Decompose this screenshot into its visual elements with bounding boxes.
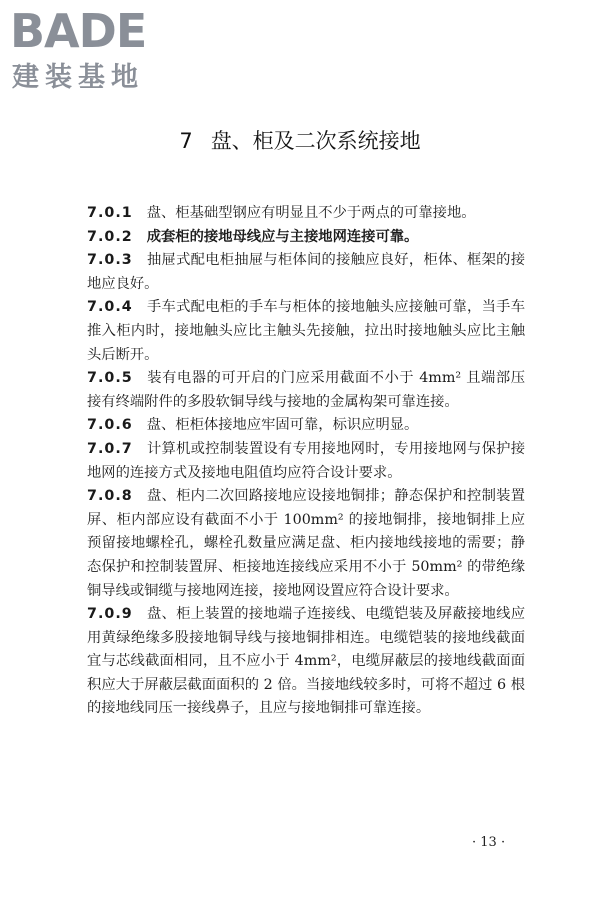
clause-number: 7.0.1 bbox=[87, 205, 133, 221]
clause-text: 手车式配电柜的手车与柜体的接地触头应接触可靠，当手车推入柜内时，接地触头应比主触头先接触，拉出时接地触头应比主触头后断开。 bbox=[87, 299, 525, 363]
clause-7-0-2 bbox=[87, 226, 525, 250]
clause-number: 7.0.9 bbox=[87, 606, 133, 623]
page-number: · 13 · bbox=[472, 835, 506, 850]
clause-text: 盘、柜上装置的接地端子连接线、电缆铠装及屏蔽接地线应用黄绿绝缘多股接地铜导线与接地铜排相连。电缆铠装的接地线截面宜与芯线截面相同，且不应小于 4mm²，电缆屏蔽层的接地线截面面积应大于屏蔽层截面面积的 2 倍。当接地线较多时，可将不超过 6 根的接地线同压一接线鼻子，且应与接地铜排可靠连接。 bbox=[87, 606, 525, 717]
clause-7-0-7 bbox=[87, 438, 525, 485]
clause-7-0-5 bbox=[87, 367, 525, 414]
chapter-title bbox=[0, 127, 600, 155]
clause-7-0-3 bbox=[87, 249, 525, 296]
clause-text: 盘、柜柜体接地应牢固可靠，标识应明显。 bbox=[146, 417, 419, 434]
clause-list bbox=[87, 202, 525, 721]
clause-7-0-6 bbox=[87, 414, 525, 438]
clause-text: 成套柜的接地母线应与主接地网连接可靠。 bbox=[146, 228, 419, 245]
clause-number: 7.0.3 bbox=[87, 252, 133, 269]
clause-number: 7.0.4 bbox=[87, 299, 133, 316]
clause-text: 盘、柜基础型钢应有明显且不少于两点的可靠接地。 bbox=[146, 205, 476, 221]
clause-7-0-9 bbox=[87, 603, 525, 721]
clause-text: 装有电器的可开启的门应采用截面不小于 4mm² 且端部压接有终端附件的多股软铜导线与接地的金属构架可靠连接。 bbox=[87, 370, 525, 410]
clause-number: 7.0.7 bbox=[87, 440, 133, 457]
logo-brand-text: BADE bbox=[10, 4, 147, 58]
clause-number: 7.0.5 bbox=[87, 370, 133, 387]
clause-number: 7.0.8 bbox=[87, 488, 133, 505]
clause-number: 7.0.2 bbox=[87, 228, 133, 245]
clause-text: 盘、柜内二次回路接地应设接地铜排；静态保护和控制装置屏、柜内部应设有截面不小于 100mm² 的接地铜排，接地铜排上应预留接地螺栓孔，螺栓孔数量应满足盘、柜内接地线接地的需要；静态保护和控制装置屏、柜接地连接线应采用不小于 50mm² 的带绝缘铜导线或铜缆与接地网连接，接地网设置应符合设计要求。 bbox=[87, 488, 525, 599]
clause-text: 抽屉式配电柜抽屉与柜体间的接触应良好，柜体、框架的接地应良好。 bbox=[87, 252, 525, 292]
clause-7-0-8 bbox=[87, 485, 525, 603]
logo-subtitle: 建装基地 bbox=[12, 62, 144, 93]
clause-number: 7.0.6 bbox=[87, 417, 133, 434]
clause-text: 计算机或控制装置设有专用接地网时，专用接地网与保护接地网的连接方式及接地电阻值均应符合设计要求。 bbox=[87, 440, 525, 481]
chapter-title-text: 盘、柜及二次系统接地 bbox=[210, 129, 421, 153]
brand-logo bbox=[10, 6, 180, 96]
clause-7-0-1 bbox=[87, 202, 525, 226]
clause-7-0-4 bbox=[87, 296, 525, 367]
chapter-number: 7 bbox=[179, 129, 193, 153]
